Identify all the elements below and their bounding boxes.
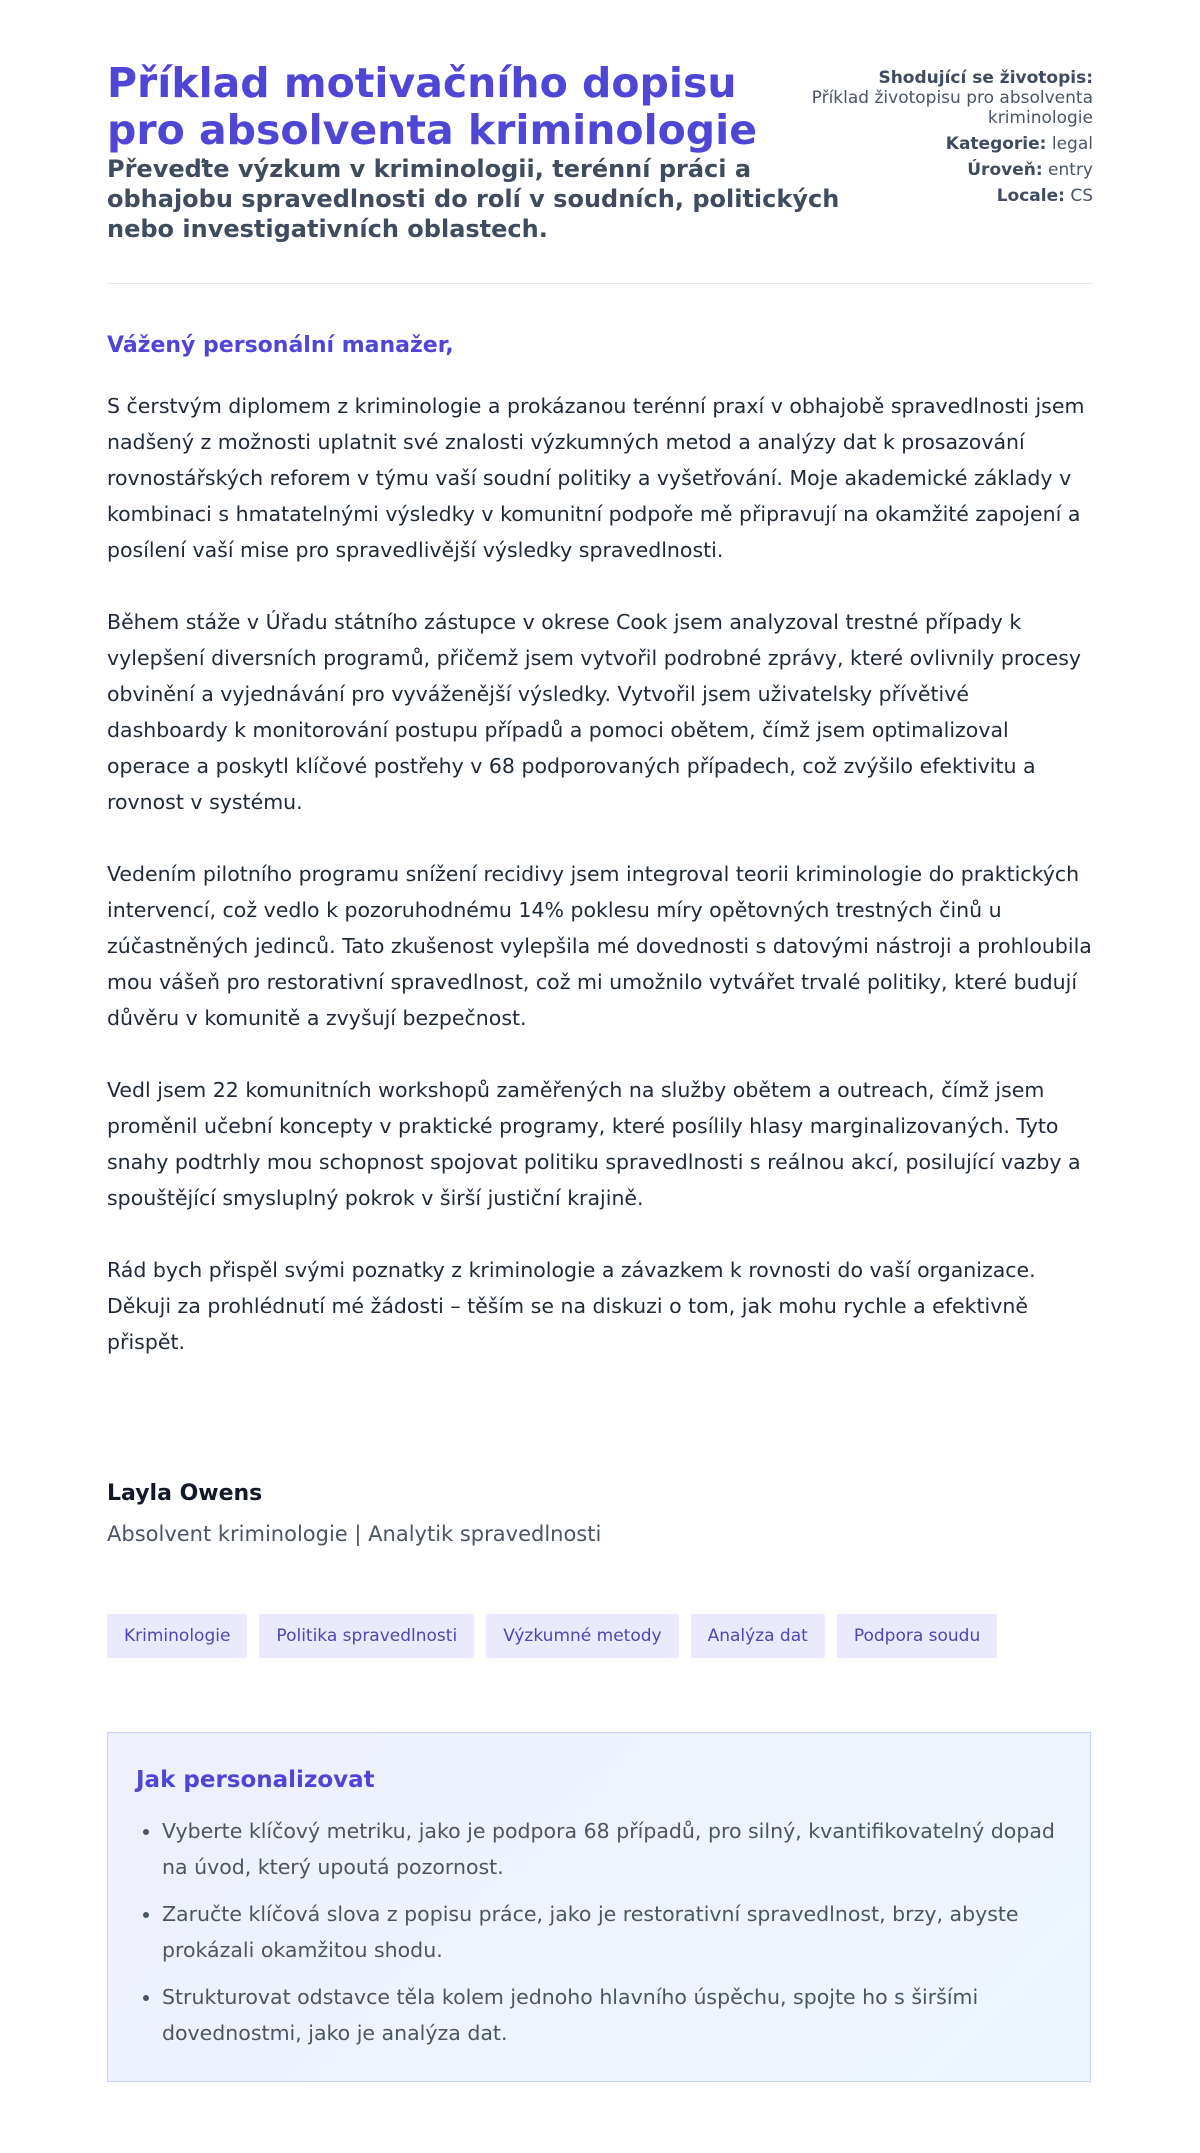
meta-resume-label: Shodující se životopis: [878,68,1093,88]
personalize-tips-box [107,1732,1091,2082]
meta-panel [803,68,1093,212]
tips-title: Jak personalizovat [136,1767,375,1793]
letter-paragraph: S čerstvým diplomem z kriminologie a prokázanou terénní praxí v obhajobě spravedlnosti jsem nadšený z možnosti uplatnit své znalosti výzkumných metod a analýzy dat k prosazování rovnostářských reforem v týmu vaší soudní politiky a vyšetřování. Moje akademické základy v kombinaci s hmatatelnými výsledky v komunitní podpoře mě připravují na okamžité zapojení a posílení vaší mise pro spravedlivější výsledky spravedlnosti. [107,394,1085,562]
meta-resume [803,68,1093,128]
tips-list [136,1813,1072,2062]
tip-item: • Zaručte klíčová slova z popisu práce, jako je restorativní spravedlnost, brzy, abyste prokázali okamžitou shodu. [162,1896,1072,1968]
meta-category-value: legal [1051,134,1093,154]
meta-locale-value: CS [1070,186,1093,206]
meta-level [803,160,1093,180]
meta-level-label: Úroveň: [967,160,1043,180]
letter-paragraph: Vedením pilotního programu snížení recidivy jsem integroval teorii kriminologie do praktických intervencí, což vedlo k pozoruhodnému 14% poklesu míry opětovných trestných činů u zúčastněných jedinců. Tato zkušenost vylepšila mé dovednosti s datovými nástroji a prohloubila mou vášeň pro restorativní spravedlnost, což mi umožnilo vytvářet trvalé politiky, které budují důvěru v komunitě a zvyšují bezpečnost. [107,862,1092,1030]
letter-paragraph: Rád bych přispěl svými poznatky z kriminologie a závazkem k rovnosti do vaší organizace. Děkuji za prohlédnutí mé žádosti – těším se na diskuzi o tom, jak mohu rychle a efektivně přispět. [107,1258,1036,1354]
meta-resume-link[interactable]: Příklad životopisu pro absolventa kriminologie [811,88,1093,128]
header-divider [107,283,1093,284]
meta-locale-label: Locale: [996,186,1065,206]
skill-tag: Analýza dat [691,1614,825,1658]
letter-paragraph: Vedl jsem 22 komunitních workshopů zaměřených na služby obětem a outreach, čímž jsem proměnil učební koncepty v praktické programy, které posílily hlasy marginalizovaných. Tyto snahy podtrhly mou schopnost spojovat politiku spravedlnosti s reálnou akcí, posilující vazby a spouštějící smysluplný pokrok v širší justiční krajině. [107,1078,1081,1210]
skill-tag: Výzkumné metody [486,1614,678,1658]
page-title: Příklad motivačního dopisu pro absolventa kriminologie [107,59,758,154]
tip-item: • Vyberte klíčový metriku, jako je podpora 68 případů, pro silný, kvantifikovatelný dopad na úvod, který upoutá pozornost. [162,1813,1072,1885]
meta-category-label: Kategorie: [945,134,1047,154]
skill-tags [107,1614,997,1658]
letter-paragraph: Během stáže v Úřadu státního zástupce v okrese Cook jsem analyzoval trestné případy k vylepšení diversních programů, přičemž jsem vytvořil podrobné zprávy, které ovlivnily procesy obvinění a vyjednávání pro vyváženější výsledky. Vytvořil jsem uživatelsky přívětivé dashboardy k monitorování postupu případů a pomoci obětem, čímž jsem optimalizoval operace a poskytl klíčové postřehy v 68 podporovaných případech, což zvýšilo efektivitu a rovnost v systému. [107,610,1082,814]
signature-name: Layla Owens [107,1481,263,1506]
meta-level-value: entry [1048,160,1093,180]
skill-tag: Podpora soudu [837,1614,997,1658]
letter-salutation: Vážený personální manažer, [107,333,454,358]
skill-tag: Kriminologie [107,1614,247,1658]
signature-role: Absolvent kriminologie | Analytik spravedlnosti [107,1522,602,1546]
tip-item: • Strukturovat odstavce těla kolem jednoho hlavního úspěchu, spojte ho s širšími dovednostmi, jako je analýza dat. [162,1979,1072,2051]
signature-block [107,1480,601,1548]
letter-body [107,388,1093,1396]
meta-locale [803,186,1093,206]
page-header [107,60,1093,244]
skill-tag: Politika spravedlnosti [259,1614,474,1658]
page-subtitle: Převeďte výzkum v kriminologii, terénní práci a obhajobu spravedlnosti do rolí v soudních, politických nebo investigativních oblastech. [107,155,840,243]
meta-category [803,134,1093,154]
